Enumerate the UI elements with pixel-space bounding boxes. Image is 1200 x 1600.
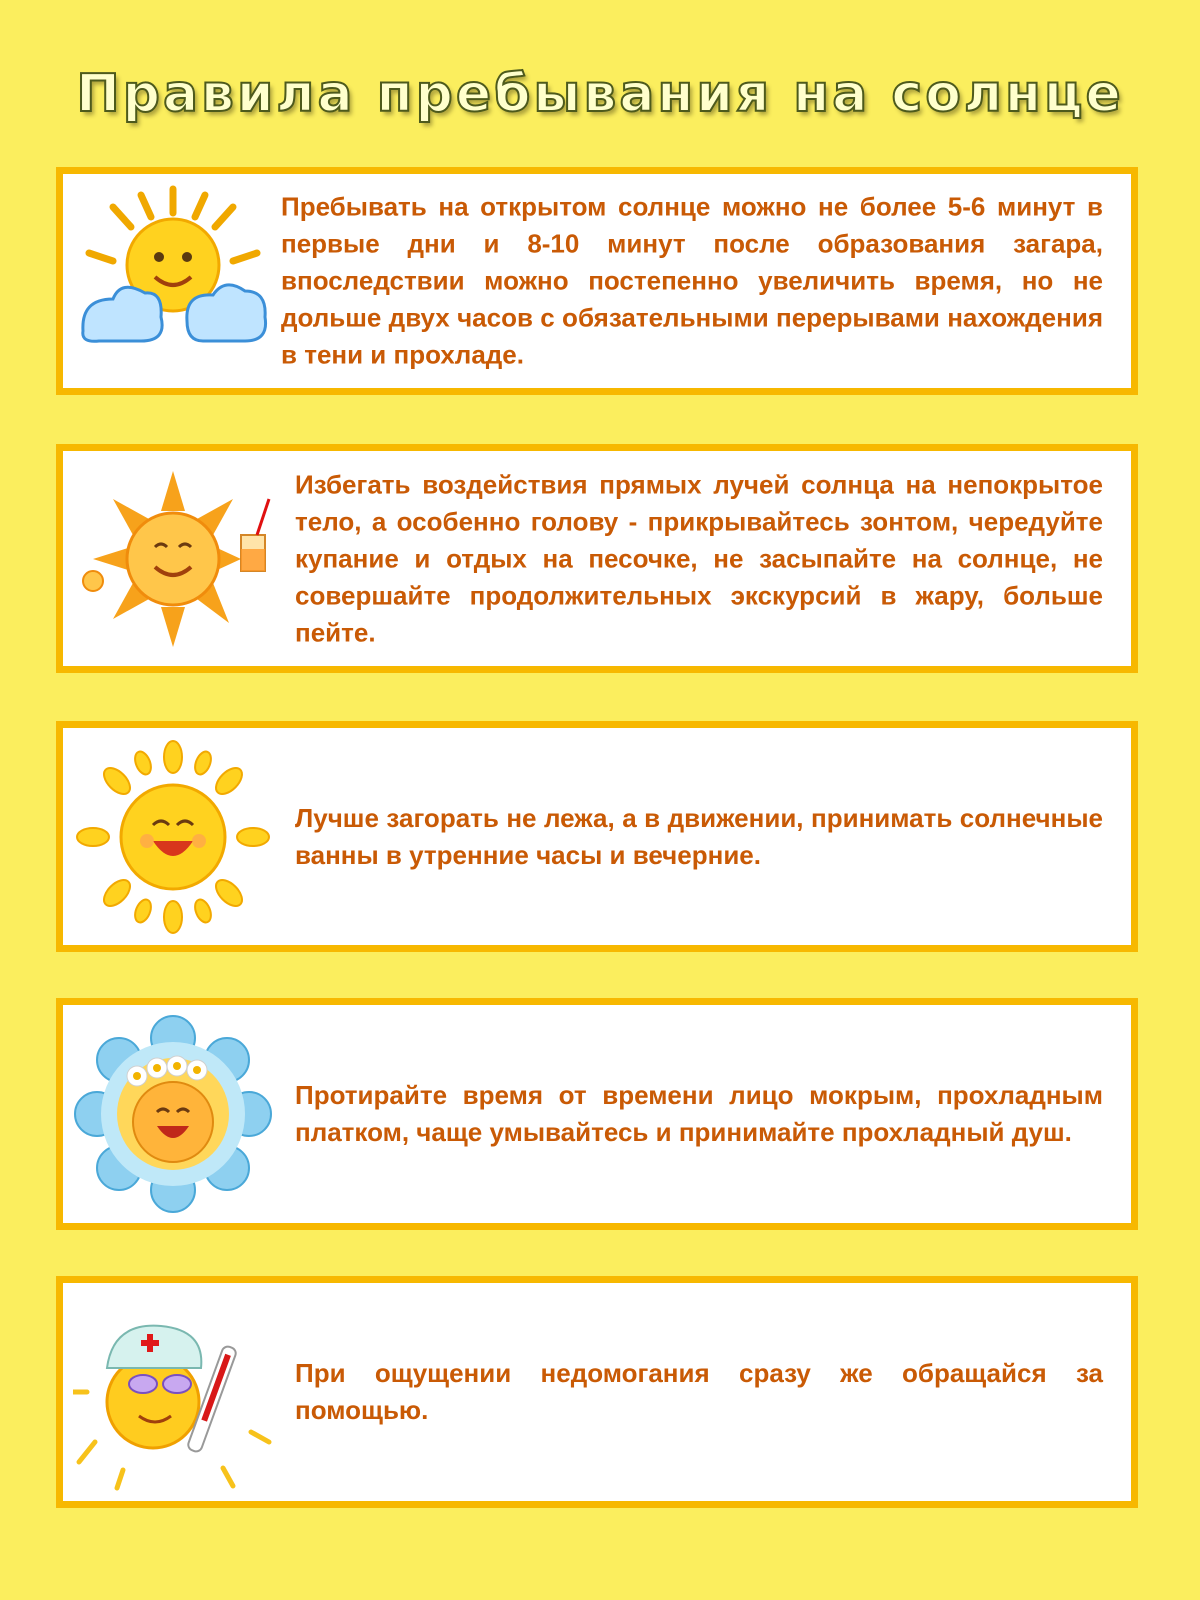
sun-nurse-thermometer-icon xyxy=(73,1292,273,1492)
rule-text-1: Пребывать на открытом солнце можно не более 5-6 минут в первые дни и 8-10 минут после образования загара, впоследствии можно постепенно увеличить время, но не дольше двух часов с обязательными перерывами нахождения в тени и прохладе. xyxy=(281,191,1103,370)
rule-card-5 xyxy=(56,1276,1138,1508)
rule-text-2: Избегать воздействия прямых лучей солнца на непокрытое тело, а особенно голову - прикрывайтесь зонтом, чередуйте купание и отдых на песочке, не засыпайте на солнце, не совершайте продолжительных экскурсий в жару, больше пейте. xyxy=(295,469,1103,647)
sun-with-drink-icon xyxy=(73,459,273,659)
rule-card-1 xyxy=(56,167,1138,395)
sun-with-flower-wreath-icon xyxy=(73,1014,273,1214)
rule-text-4: Протирайте время от времени лицо мокрым, прохладным платком, чаще умывайтесь и принимайте прохладный душ. xyxy=(295,1080,1103,1147)
rule-text-3: Лучше загорать не лежа, а в движении, принимать солнечные ванны в утренние часы и вечерние. xyxy=(295,802,1103,870)
smiling-sun-icon xyxy=(73,737,273,937)
sun-with-clouds-icon xyxy=(73,181,273,381)
rule-card-4 xyxy=(56,998,1138,1230)
page-title: Правила пребывания на солнце xyxy=(76,64,1124,124)
rule-card-3 xyxy=(56,721,1138,952)
rule-card-2 xyxy=(56,444,1138,673)
rule-text-5: При ощущении недомогания сразу же обращайся за помощью. xyxy=(295,1358,1103,1425)
